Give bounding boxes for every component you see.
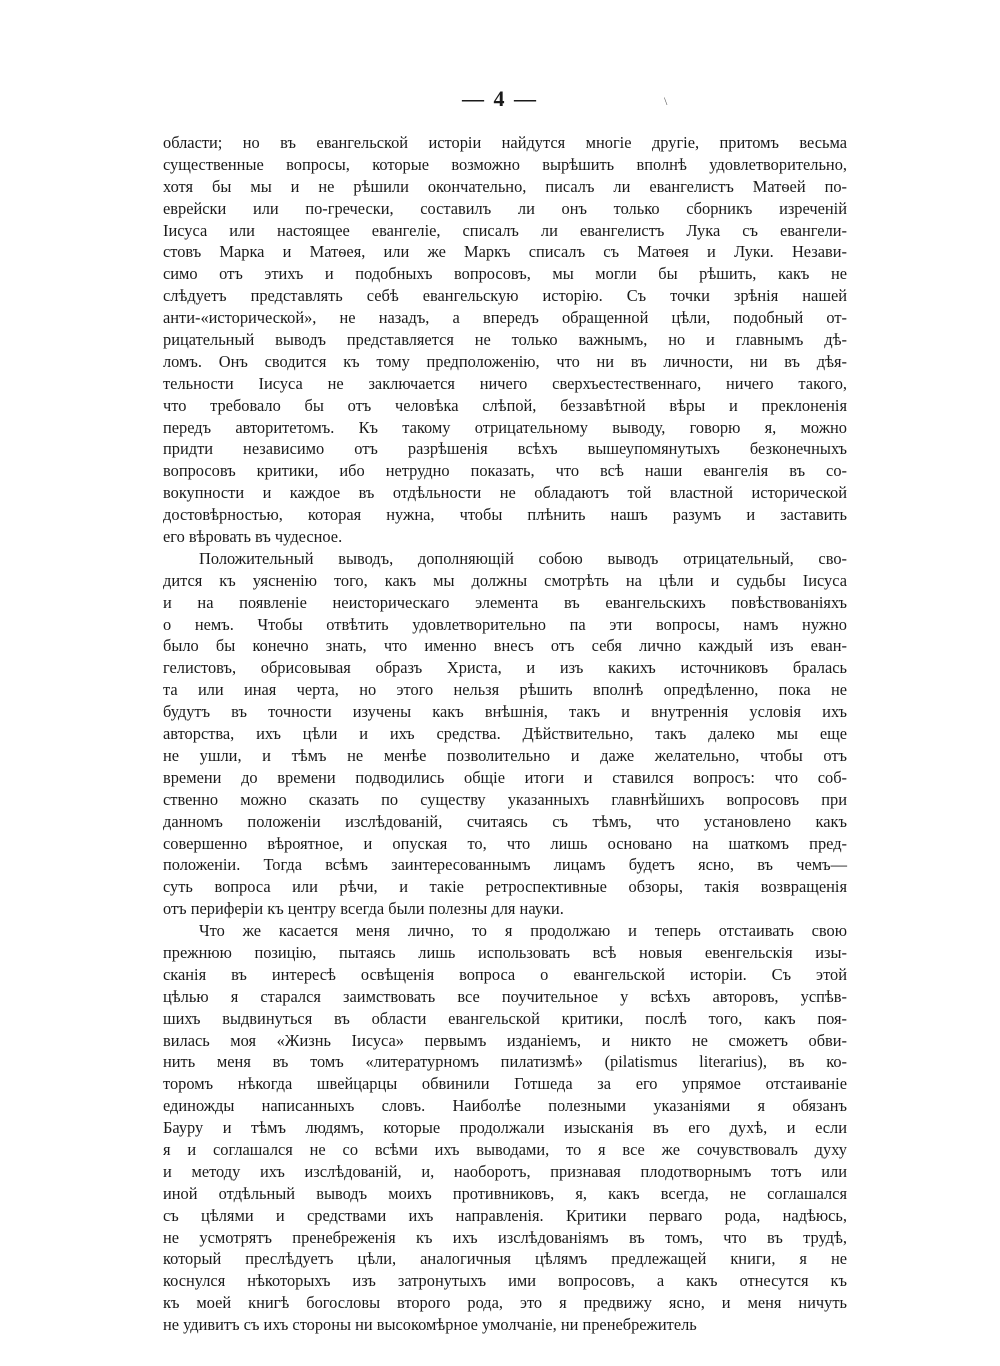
paragraph (163, 920, 847, 1336)
paragraph (163, 132, 847, 548)
text-line: стовъ Марка и Матѳея, или же Маркъ списалъ съ Матѳея и Луки. Незави- (163, 242, 847, 262)
text-line: времени до времени подводились общіе итоги и ставился вопросъ: что соб- (163, 767, 847, 787)
text-line: шихъ выдвинуться въ области евангельской критики, послѣ того, какъ поя- (163, 1008, 847, 1028)
page-number: — 4 — (462, 86, 538, 111)
text-line: анти-«исторической», не назадъ, а впередъ обращенной цѣли, подобный от- (163, 308, 847, 328)
text-line: цѣлью я старался заимствовать все поучительное у всѣхъ авторовъ, успѣв- (163, 986, 847, 1006)
text-line: и на появленіе неисторическаго элемента въ евангельскихъ повѣствованіяхъ (163, 592, 847, 612)
text-line: ломъ. Онъ сводится къ тому предположенію, что ни въ личности, ни въ дѣя- (163, 351, 847, 371)
text-line: данномъ положеніи изслѣдованій, считаясь съ тѣмъ, что установлено какъ (163, 811, 847, 831)
text-line: передъ авторитетомъ. Къ такому отрицательному выводу, говорю я, можно (163, 417, 847, 437)
text-line: вопросовъ критики, ибо нетрудно показать, что всѣ наши евангелія въ со- (163, 461, 847, 481)
text-line: совершенно вѣроятное, и опуская то, что лишь основано на шаткомъ пред- (163, 833, 847, 853)
text-line: Положительный выводъ, дополняющій собою выводъ отрицательный, сво- (199, 548, 847, 568)
text-line: та или иная черта, но этого нельзя рѣшить вполнѣ опредѣленно, пока не (163, 680, 847, 700)
text-line: тельности Іисуса не заключается ничего сверхъестественнаго, ничего такого, (163, 373, 847, 393)
text-line: Бауру и тѣмъ людямъ, которые продолжали изысканія въ его духѣ, и если (163, 1118, 847, 1138)
text-line: о немъ. Чтобы отвѣтить удовлетворительно па эти вопросы, намъ нужно (163, 614, 847, 634)
text-line: я и соглашался не со всѣми ихъ выводами, то я все же сочувствовалъ духу (163, 1139, 847, 1159)
text-line: придти независимо отъ разрѣшенія всѣхъ вышеупомянутыхъ безконечныхъ (163, 439, 847, 459)
text-line: сканія въ интересѣ освѣщенія вопроса о евангельской исторіи. Съ этой (163, 964, 847, 984)
body-text (163, 132, 847, 1336)
paragraph (163, 548, 847, 920)
text-line: суть вопроса или рѣчи, и такіе ретроспективные обзоры, такія возвращенія (163, 877, 847, 897)
text-line: вокупности и каждое въ отдѣльности не обладаютъ той властной исторической (163, 483, 847, 503)
text-line: рицательный выводъ представляется не только важнымъ, но и главнымъ дѣ- (163, 330, 847, 350)
text-line: прежнюю позицію, пытаясь лишь использовать всѣ новыя евенгельскія изы- (163, 942, 847, 962)
text-line: существенные вопросы, которые возможно вырѣшить вполнѣ удовлетворительно, (163, 154, 847, 174)
text-line: вилась моя «Жизнь Іисуса» первымъ изданіемъ, и никто не сможетъ обви- (163, 1030, 847, 1050)
text-line: единожды написанныхъ словъ. Наиболѣе полезными указаніями я обязанъ (163, 1096, 847, 1116)
text-line: и методу ихъ изслѣдованій, и, наоборотъ, признавая плодотворнымъ тотъ или (163, 1161, 847, 1181)
text-line: еврейски или по-гречески, составилъ ли онъ только сборникъ изреченій (163, 198, 847, 218)
text-line: ственно можно сказать по существу указанныхъ главнѣйшихъ вопросовъ при (163, 789, 847, 809)
text-line: области; но въ евангельской исторіи найдутся многіе другіе, притомъ весьма (163, 133, 847, 152)
text-line: достовѣрностью, которая нужна, чтобы плѣнить нашъ разумъ и заставить (163, 505, 847, 525)
text-line: его вѣровать въ чудесное. (163, 527, 343, 547)
text-line: не ушли, и тѣмъ не менѣе позволительно и даже желательно, чтобы отъ (163, 745, 847, 765)
text-line: авторства, ихъ цѣли и ихъ средства. Дѣйствительно, такъ далеко мы еще (163, 724, 847, 744)
text-line: нить меня въ томъ «литературномъ пилатизмѣ» (pilatismus literarius), въ ко- (163, 1052, 847, 1072)
text-line: Іисуса или настоящее евангеліе, списалъ ли евангелистъ Лука съ евангели- (163, 220, 847, 240)
text-line: симо отъ этихъ и подобныхъ вопросовъ, мы могли бы рѣшить, какъ не (163, 264, 847, 284)
text-line: который преслѣдуетъ цѣли, аналогичныя цѣлямъ предлежащей книги, я не (163, 1249, 847, 1269)
text-line: было бы конечно знать, что именно внесъ отъ себя лично каждый изъ еван- (163, 636, 847, 656)
text-line: слѣдуетъ представлять себѣ евангельскую исторію. Съ точки зрѣнія нашей (163, 286, 847, 306)
text-line: съ цѣлями и средствами ихъ направленія. Критики перваго рода, надѣюсь, (163, 1205, 847, 1225)
text-line: отъ периферіи къ центру всегда были полезны для науки. (163, 899, 564, 919)
text-line: хотя бы мы и не рѣшили окончательно, писалъ ли евангелистъ Матѳей по- (163, 176, 847, 196)
stray-mark: \ (664, 94, 668, 108)
text-line: къ моей книгѣ богословы второго рода, это я предвижу ясно, и меня ничуть (163, 1293, 847, 1313)
text-line: гелистовъ, обрисовывая образъ Христа, и изъ какихъ источниковъ бралась (163, 658, 847, 678)
text-line: не усмотрятъ пренебреженія къ ихъ изслѣдованіямъ въ томъ, что въ трудѣ, (163, 1227, 847, 1247)
text-line: положеніи. Тогда всѣмъ заинтересованнымъ лицамъ будетъ ясно, въ чемъ— (163, 855, 847, 875)
text-line: торомъ нѣкогда швейцарцы обвинили Готшеда за его упрямое отстаиваніе (163, 1074, 847, 1094)
text-line: коснулся нѣкоторыхъ изъ затронутыхъ ими вопросовъ, а какъ отнесутся къ (163, 1271, 847, 1291)
text-line: будутъ въ точности изучены какъ внѣшнія, такъ и внутреннія условія ихъ (163, 702, 847, 722)
text-line: дится къ уясненію того, какъ мы должны смотрѣть на цѣли и судьбы Іисуса (163, 570, 847, 590)
text-line: Что же касается меня лично, то я продолжаю и теперь отстаивать свою (199, 921, 847, 941)
text-line: что требовало бы отъ человѣка слѣпой, беззавѣтной вѣры и преклоненія (163, 395, 847, 415)
text-line: не удивитъ съ ихъ стороны ни высокомѣрное умолчаніе, ни пренебрежитель (163, 1315, 697, 1335)
text-line: иной отдѣльный выводъ моихъ противниковъ, я, какъ всегда, не соглашался (163, 1183, 847, 1203)
